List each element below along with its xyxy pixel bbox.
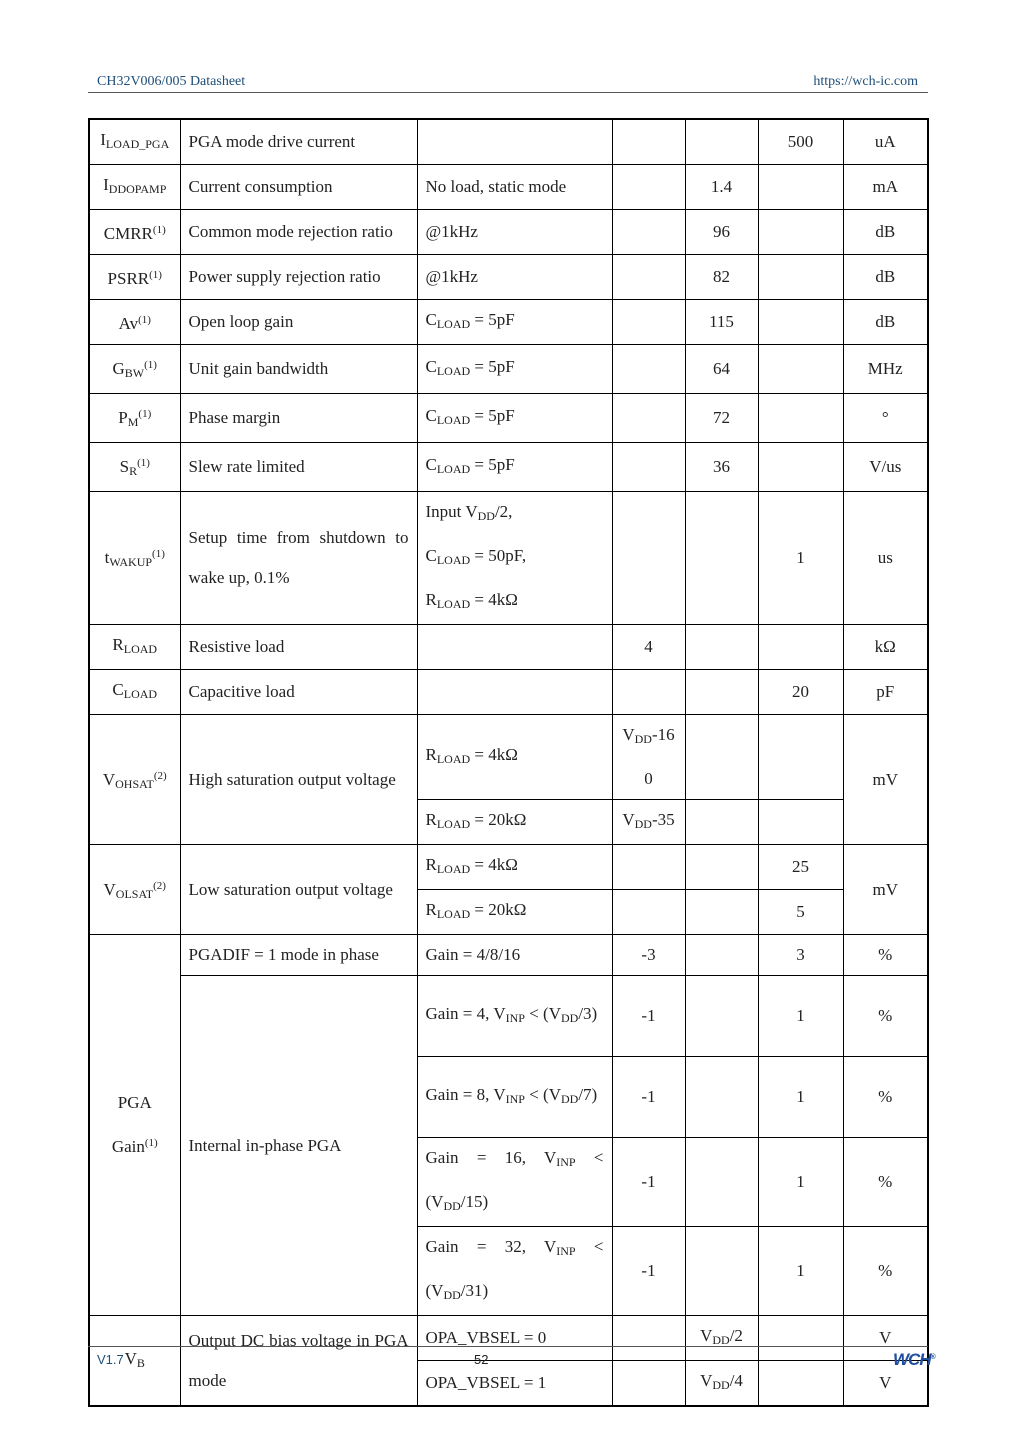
- param-cell: Phase margin: [180, 394, 417, 443]
- max-cell: 1: [758, 1227, 843, 1316]
- cond-cell: @1kHz: [417, 210, 612, 255]
- unit-cell: dB: [843, 210, 928, 255]
- unit-cell: %: [843, 935, 928, 976]
- min-cell: [612, 255, 685, 300]
- min-cell: 4: [612, 625, 685, 670]
- table-row: [89, 1316, 928, 1361]
- min-cell: [612, 119, 685, 165]
- cond-cell: [417, 670, 612, 715]
- wch-logo: WCH®: [893, 1350, 935, 1369]
- min-cell: [612, 165, 685, 210]
- table-row: [89, 119, 928, 165]
- cond-cell: OPA_VBSEL = 1: [417, 1361, 612, 1407]
- unit-cell: dB: [843, 255, 928, 300]
- unit-cell: pF: [843, 670, 928, 715]
- header-title: CH32V006/005 Datasheet: [97, 74, 246, 89]
- max-cell: [758, 300, 843, 345]
- min-cell: -1: [612, 976, 685, 1057]
- typ-cell: 82: [685, 255, 758, 300]
- max-cell: 1: [758, 1138, 843, 1227]
- param-cell: Power supply rejection ratio: [180, 255, 417, 300]
- max-cell: 5: [758, 890, 843, 935]
- typ-cell: [685, 119, 758, 165]
- param-cell: High saturation output voltage: [180, 715, 417, 845]
- symbol-cell: $V_B$: [89, 1316, 180, 1407]
- table-row: [89, 845, 928, 890]
- cond-cell: Input $V_{DD}/2$, $C_{LOAD} = 50pF$, $R_{LOAD} = 4k\Omega$: [417, 492, 612, 625]
- typ-cell: [685, 1138, 758, 1227]
- max-cell: 1: [758, 1057, 843, 1138]
- max-cell: [758, 210, 843, 255]
- max-cell: 500: [758, 119, 843, 165]
- cond-cell: No load, static mode: [417, 165, 612, 210]
- min-cell: [612, 300, 685, 345]
- header-url[interactable]: https://wch-ic.com: [813, 74, 918, 89]
- symbol-cell: PGA Gain$^{(1)}$: [89, 935, 180, 1316]
- table-row: [89, 394, 928, 443]
- typ-cell: [685, 976, 758, 1057]
- min-cell: $V_{DD}-35$: [612, 800, 685, 845]
- param-cell: PGA mode drive current: [180, 119, 417, 165]
- symbol-cell: $V_{OLSAT}^{(2)}$: [89, 845, 180, 935]
- unit-cell: °: [843, 394, 928, 443]
- typ-cell: [685, 715, 758, 800]
- symbol-cell: $t_{WAKUP}^{(1)}$: [89, 492, 180, 625]
- symbol-cell: $C_{LOAD}$: [89, 670, 180, 715]
- symbol-cell: $V_{OHSAT}^{(2)}$: [89, 715, 180, 845]
- param-cell: Common mode rejection ratio: [180, 210, 417, 255]
- typ-cell: [685, 1057, 758, 1138]
- symbol-cell: Av$^{(1)}$: [89, 300, 180, 345]
- param-cell: Output DC bias voltage in PGA mode: [180, 1316, 417, 1407]
- unit-cell: MHz: [843, 345, 928, 394]
- unit-cell: %: [843, 1227, 928, 1316]
- max-cell: [758, 165, 843, 210]
- table-row: [89, 210, 928, 255]
- param-cell: Current consumption: [180, 165, 417, 210]
- symbol-cell: CMRR$^{(1)}$: [89, 210, 180, 255]
- typ-cell: [685, 845, 758, 890]
- symbol-cell: $P_M^{(1)}$: [89, 394, 180, 443]
- cond-cell: Gain = 4/8/16: [417, 935, 612, 976]
- spec-table: [88, 118, 929, 1407]
- typ-cell: [685, 1227, 758, 1316]
- param-cell: Internal in-phase PGA: [180, 976, 417, 1316]
- symbol-cell: PSRR$^{(1)}$: [89, 255, 180, 300]
- unit-cell: us: [843, 492, 928, 625]
- cond-cell: Gain = 16, $V_{INP} < (V_{DD}/15)$: [417, 1138, 612, 1227]
- typ-cell: $V_{DD}/4$: [685, 1361, 758, 1407]
- table-row: [89, 935, 928, 976]
- symbol-cell: $R_{LOAD}$: [89, 625, 180, 670]
- typ-cell: [685, 935, 758, 976]
- table-row: [89, 670, 928, 715]
- min-cell: $V_{DD}-16$ 0: [612, 715, 685, 800]
- symbol-cell: $G_{BW}^{(1)}$: [89, 345, 180, 394]
- typ-cell: [685, 625, 758, 670]
- footer-divider: [88, 1346, 928, 1347]
- cond-cell: [417, 119, 612, 165]
- unit-cell: kΩ: [843, 625, 928, 670]
- min-cell: [612, 394, 685, 443]
- table-row: [89, 165, 928, 210]
- typ-cell: [685, 800, 758, 845]
- cond-cell: $R_{LOAD} = 4k\Omega$: [417, 845, 612, 890]
- table-row: [89, 443, 928, 492]
- unit-cell: %: [843, 1057, 928, 1138]
- max-cell: 1: [758, 976, 843, 1057]
- param-cell: PGADIF = 1 mode in phase: [180, 935, 417, 976]
- typ-cell: 36: [685, 443, 758, 492]
- typ-cell: [685, 670, 758, 715]
- unit-cell: mV: [843, 845, 928, 935]
- min-cell: [612, 210, 685, 255]
- min-cell: [612, 890, 685, 935]
- table-row: [89, 492, 928, 625]
- max-cell: [758, 1361, 843, 1407]
- max-cell: [758, 255, 843, 300]
- symbol-cell: $S_R^{(1)}$: [89, 443, 180, 492]
- min-cell: [612, 492, 685, 625]
- max-cell: [758, 800, 843, 845]
- unit-cell: dB: [843, 300, 928, 345]
- cond-cell: $R_{LOAD} = 20k\Omega$: [417, 800, 612, 845]
- unit-cell: uA: [843, 119, 928, 165]
- param-cell: Slew rate limited: [180, 443, 417, 492]
- cond-cell: $C_{LOAD} = 5pF$: [417, 443, 612, 492]
- page-number: 52: [474, 1352, 489, 1367]
- param-cell: Low saturation output voltage: [180, 845, 417, 935]
- min-cell: -1: [612, 1227, 685, 1316]
- unit-cell: mV: [843, 715, 928, 845]
- table-row: [89, 255, 928, 300]
- unit-cell: %: [843, 976, 928, 1057]
- typ-cell: 96: [685, 210, 758, 255]
- param-cell: Unit gain bandwidth: [180, 345, 417, 394]
- cond-cell: Gain = 4, $V_{INP} < (V_{DD}/3)$: [417, 976, 612, 1057]
- param-cell: Open loop gain: [180, 300, 417, 345]
- cond-cell: [417, 625, 612, 670]
- max-cell: [758, 394, 843, 443]
- unit-cell: V: [843, 1361, 928, 1407]
- cond-cell: OPA_VBSEL = 0: [417, 1316, 612, 1361]
- unit-cell: mA: [843, 165, 928, 210]
- table-row: [89, 345, 928, 394]
- max-cell: [758, 715, 843, 800]
- typ-cell: 72: [685, 394, 758, 443]
- header-divider: [88, 92, 928, 93]
- typ-cell: [685, 492, 758, 625]
- cond-cell: Gain = 8, $V_{INP} < (V_{DD}/7)$: [417, 1057, 612, 1138]
- table-row: [89, 976, 928, 1057]
- max-cell: [758, 345, 843, 394]
- typ-cell: [685, 890, 758, 935]
- min-cell: [612, 345, 685, 394]
- cond-cell: $R_{LOAD} = 4k\Omega$: [417, 715, 612, 800]
- max-cell: 3: [758, 935, 843, 976]
- min-cell: -3: [612, 935, 685, 976]
- min-cell: [612, 1361, 685, 1407]
- cond-cell: $C_{LOAD} = 5pF$: [417, 394, 612, 443]
- min-cell: [612, 443, 685, 492]
- unit-cell: V: [843, 1316, 928, 1361]
- table-row: [89, 715, 928, 800]
- unit-cell: V/us: [843, 443, 928, 492]
- cond-cell: @1kHz: [417, 255, 612, 300]
- symbol-cell: $I_{LOAD\_PGA}$: [89, 119, 180, 165]
- cond-cell: $C_{LOAD} = 5pF$: [417, 300, 612, 345]
- cond-cell: Gain = 32, $V_{INP} < (V_{DD}/31)$: [417, 1227, 612, 1316]
- footer-version: V1.7: [97, 1352, 124, 1367]
- param-cell: Capacitive load: [180, 670, 417, 715]
- max-cell: 20: [758, 670, 843, 715]
- typ-cell: 1.4: [685, 165, 758, 210]
- min-cell: -1: [612, 1138, 685, 1227]
- table-row: [89, 625, 928, 670]
- symbol-cell: $I_{DDOPAMP}$: [89, 165, 180, 210]
- param-cell: Resistive load: [180, 625, 417, 670]
- min-cell: -1: [612, 1057, 685, 1138]
- min-cell: [612, 1316, 685, 1361]
- param-cell: Setup time from shutdown to wake up, 0.1%: [180, 492, 417, 625]
- max-cell: [758, 1316, 843, 1361]
- max-cell: 1: [758, 492, 843, 625]
- typ-cell: 64: [685, 345, 758, 394]
- max-cell: [758, 625, 843, 670]
- table-row: [89, 300, 928, 345]
- typ-cell: 115: [685, 300, 758, 345]
- max-cell: 25: [758, 845, 843, 890]
- unit-cell: %: [843, 1138, 928, 1227]
- max-cell: [758, 443, 843, 492]
- min-cell: [612, 670, 685, 715]
- min-cell: [612, 845, 685, 890]
- typ-cell: $V_{DD}/2$: [685, 1316, 758, 1361]
- cond-cell: $C_{LOAD} = 5pF$: [417, 345, 612, 394]
- cond-cell: $R_{LOAD} = 20k\Omega$: [417, 890, 612, 935]
